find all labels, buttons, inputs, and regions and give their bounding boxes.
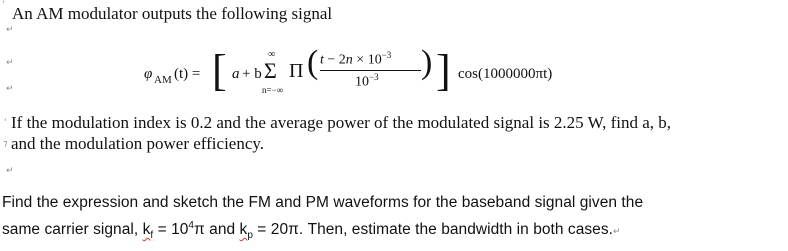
fraction-numerator: $t - 2n \times 10^{-3}$ <box>320 50 392 68</box>
paragraph-mark: ↵ <box>6 166 14 176</box>
fraction-bar <box>320 70 421 71</box>
left-paren: ( <box>307 44 319 81</box>
problem1-intro: An AM modulator outputs the following signal <box>12 4 333 23</box>
right-paren: ) <box>421 44 433 81</box>
sum-upper-limit: ∞ <box>268 49 276 60</box>
bullet-mark: ' <box>4 118 7 128</box>
left-square-bracket: [ <box>212 46 227 95</box>
problem2-line1: Find the expression and sketch the FM and PM waveforms for the baseband signal given the <box>2 194 644 211</box>
paragraph-mark: ↵ <box>6 84 14 94</box>
kf-unit: π and <box>194 221 240 239</box>
kp-label: $k_p$ <box>239 221 253 242</box>
fraction-denominator: $10^{-3}$ <box>355 72 379 90</box>
plus-b-term: + b <box>242 66 262 82</box>
coefficient-a: a <box>232 66 240 82</box>
paragraph-mark: ↵ <box>6 25 14 35</box>
paragraph-mark: ↵ <box>613 227 621 238</box>
problem1-question-line1: If the modulation index is 0.2 and the average power of the modulated signal is 2.25 W, find a, b, <box>11 113 672 132</box>
bullet-mark: ⁊ <box>3 139 8 149</box>
kf-label: $k_f$ <box>142 221 154 242</box>
kf-value: = 10 <box>153 221 189 239</box>
paragraph-mark: ↵ <box>6 58 14 68</box>
problem2-line2 <box>2 220 621 241</box>
phi-symbol: φ <box>144 66 153 82</box>
sum-lower-limit: n=−∞ <box>262 85 284 95</box>
right-square-bracket: ] <box>436 46 451 95</box>
kp-value: = 20π. Then, estimate the bandwidth in both cases. <box>252 221 614 239</box>
corner-mark: ' <box>2 0 5 10</box>
kf-exponent: 4 <box>188 220 195 231</box>
summation-symbol: Σ <box>264 58 277 83</box>
rect-pi-symbol: Π <box>289 60 304 82</box>
problem2-line2-prefix: same carrier signal, <box>2 221 143 239</box>
phi-subscript: AM <box>154 74 172 86</box>
carrier-term: cos(1000000πt) <box>458 66 553 82</box>
phi-argument: (t) = <box>174 66 201 82</box>
problem1-question-line2: and the modulation power efficiency. <box>11 134 265 153</box>
